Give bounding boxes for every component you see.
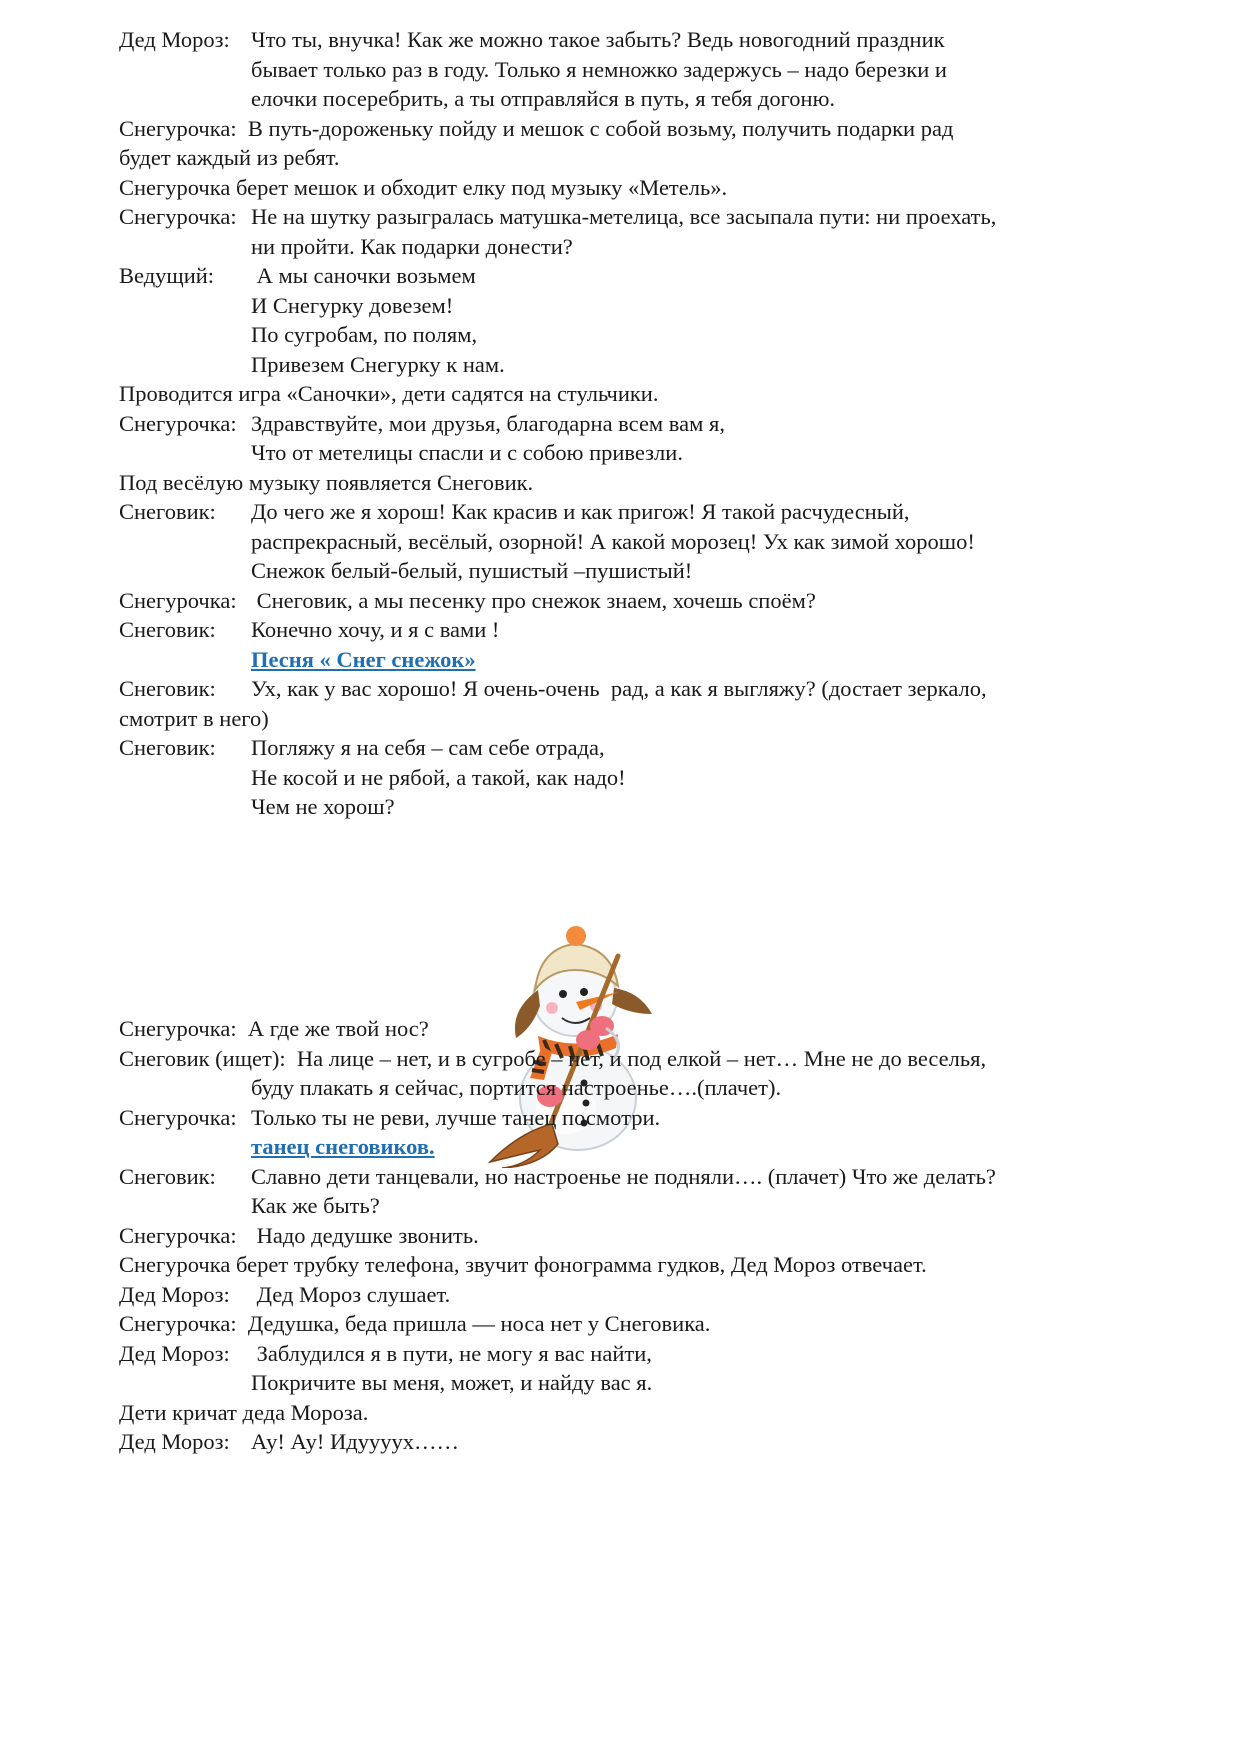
line-text: По сугробам, по полям, (251, 322, 478, 347)
song-link[interactable]: Песня « Снег снежок» (251, 647, 476, 672)
line-text: Снегурочка берет мешок и обходит елку под музыку «Метель». (119, 175, 728, 200)
line-text: Что ты, внучка! Как же можно такое забыть? Ведь новогодний праздник (251, 27, 945, 52)
line-text: распрекрасный, весёлый, озорной! А какой морозец! Ух как зимой хорошо! (251, 529, 975, 554)
line-text: Заблудился я в пути, не могу я вас найти, (251, 1341, 652, 1366)
speaker-name: Снеговик: (119, 617, 216, 642)
line-text: бывает только раз в году. Только я немножко задержусь – надо березки и (251, 57, 947, 82)
speaker-name: Снегурочка: (119, 1223, 237, 1248)
speaker-name: Снегурочка: (119, 588, 237, 613)
line-text: Привезем Снегурку к нам. (251, 352, 505, 377)
speaker-name: Дед Мороз: (119, 27, 230, 52)
speaker-name: Дед Мороз: (119, 1429, 230, 1454)
line-text: Ух, как у вас хорошо! Я очень-очень рад, а как я выгляжу? (достает зеркало, (251, 676, 987, 701)
line-text: смотрит в него) (119, 706, 269, 731)
speaker-name: Дед Мороз: (119, 1341, 230, 1366)
line-text: Снегурочка: Дедушка, беда пришла — носа нет у Снеговика. (119, 1311, 711, 1336)
line-text: Что от метелицы спасли и с собою привезли. (251, 440, 683, 465)
line-text: ни пройти. Как подарки донести? (251, 234, 573, 259)
line-text: А мы саночки возьмем (251, 263, 476, 288)
line-text: Снеговик, а мы песенку про снежок знаем, хочешь споём? (251, 588, 816, 613)
line-text: Снежок белый-белый, пушистый –пушистый! (251, 558, 693, 583)
speaker-name: Снегурочка: (119, 1105, 237, 1130)
speaker-name: Снеговик: (119, 1164, 216, 1189)
line-text: Как же быть? (251, 1193, 380, 1218)
line-text: Проводится игра «Саночки», дети садятся на стульчики. (119, 381, 659, 406)
dance-link[interactable]: танец снеговиков. (251, 1134, 435, 1159)
line-text: Только ты не реви, лучше танец посмотри. (251, 1105, 661, 1130)
line-text: Снегурочка: А где же твой нос? (119, 1016, 429, 1041)
speaker-name: Снегурочка: (119, 411, 237, 436)
line-text: Погляжу я на себя – сам себе отрада, (251, 735, 605, 760)
line-text: елочки посеребрить, а ты отправляйся в путь, я тебя догоню. (251, 86, 836, 111)
line-text: Снеговик (ищет): На лице – нет, и в сугробе – нет, и под елкой – нет… Мне не до веселья, (119, 1046, 987, 1071)
line-text: Ау! Ау! Идуууух…… (251, 1429, 459, 1454)
line-text: Здравствуйте, мои друзья, благодарна всем вам я, (251, 411, 725, 436)
line-text: Славно дети танцевали, но настроенье не подняли…. (плачет) Что же делать? (251, 1164, 996, 1189)
line-text: Дети кричат деда Мороза. (119, 1400, 369, 1425)
line-text: До чего же я хорош! Как красив и как пригож! Я такой расчудесный, (251, 499, 910, 524)
line-text: Надо дедушке звонить. (251, 1223, 479, 1248)
line-text: Под весёлую музыку появляется Снеговик. (119, 470, 534, 495)
line-text: Не на шутку разыгралась матушка-метелица, все засыпала пути: ни проехать, (251, 204, 997, 229)
line-text: Снегурочка берет трубку телефона, звучит фонограмма гудков, Дед Мороз отвечает. (119, 1252, 927, 1277)
line-text: Снегурочка: В путь-дороженьку пойду и мешок с собой возьму, получить подарки рад (119, 116, 954, 141)
line-text: И Снегурку довезем! (251, 293, 454, 318)
line-text: буду плакать я сейчас, портится настроенье….(плачет). (251, 1075, 782, 1100)
speaker-name: Снегурочка: (119, 204, 237, 229)
speaker-name: Снеговик: (119, 735, 216, 760)
line-text: Дед Мороз слушает. (251, 1282, 451, 1307)
line-text: будет каждый из ребят. (119, 145, 340, 170)
line-text: Чем не хорош? (251, 794, 395, 819)
speaker-name: Снеговик: (119, 499, 216, 524)
speaker-name: Дед Мороз: (119, 1282, 230, 1307)
speaker-name: Ведущий: (119, 263, 215, 288)
line-text: Покричите вы меня, может, и найду вас я. (251, 1370, 653, 1395)
line-text: Конечно хочу, и я с вами ! (251, 617, 500, 642)
speaker-name: Снеговик: (119, 676, 216, 701)
line-text: Не косой и не рябой, а такой, как надо! (251, 765, 626, 790)
